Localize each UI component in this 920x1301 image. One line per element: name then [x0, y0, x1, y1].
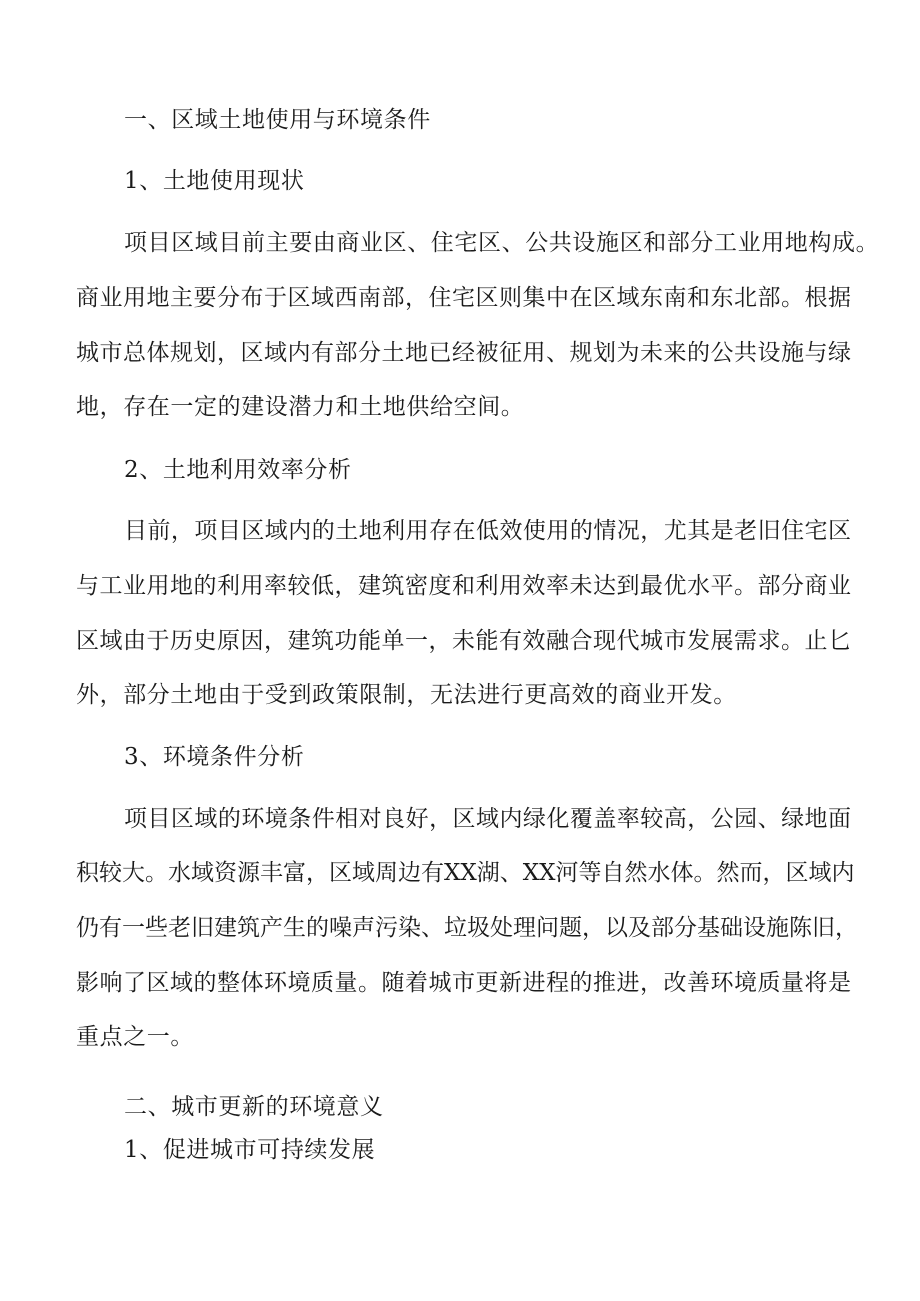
paragraph-line: 影响了区域的整体环境质量。随着城市更新进程的推进，改善环境质量将是 [76, 970, 851, 996]
paragraph-line: 商业用地主要分布于区域西南部，住宅区则集中在区域东南和东北部。根据 [76, 285, 851, 311]
paragraph-line: 项目区域的环境条件相对良好，区域内绿化覆盖率较高，公园、绿地面 [124, 806, 851, 832]
paragraph-line: 积较大。水域资源丰富，区域周边有XX湖、XX河等自然水体。然而，区域内 [76, 860, 855, 886]
subsection-heading: 1、促进城市可持续发展 [124, 1137, 376, 1163]
paragraph-line: 与工业用地的利用率较低，建筑密度和利用效率未达到最优水平。部分商业 [76, 573, 851, 599]
subsection-heading: 2、土地利用效率分析 [124, 457, 352, 483]
paragraph-line: 区域由于历史原因，建筑功能单一，未能有效融合现代城市发展需求。止匕 [76, 628, 851, 654]
section-heading: 二、城市更新的环境意义 [124, 1094, 384, 1120]
section-heading: 一、区域土地使用与环境条件 [124, 107, 431, 133]
paragraph-line: 外，部分土地由于受到政策限制，无法进行更高效的商业开发。 [76, 682, 737, 708]
paragraph-line: 城市总体规划，区域内有部分土地已经被征用、规划为未来的公共设施与绿 [76, 340, 851, 366]
paragraph-line: 重点之一。 [76, 1024, 194, 1050]
paragraph-line: 目前，项目区域内的土地利用存在低效使用的情况，尤其是老旧住宅区 [124, 518, 851, 544]
subsection-heading: 3、环境条件分析 [124, 744, 305, 770]
subsection-heading: 1、土地使用现状 [124, 168, 305, 194]
paragraph-line: 仍有一些老旧建筑产生的噪声污染、垃圾处理问题，以及部分基础设施陈旧， [76, 915, 858, 941]
paragraph-line: 地，存在一定的建设潜力和土地供给空间。 [76, 394, 525, 420]
paragraph-line: 项目区域目前主要由商业区、住宅区、公共设施区和部分工业用地构成。 [124, 230, 880, 256]
